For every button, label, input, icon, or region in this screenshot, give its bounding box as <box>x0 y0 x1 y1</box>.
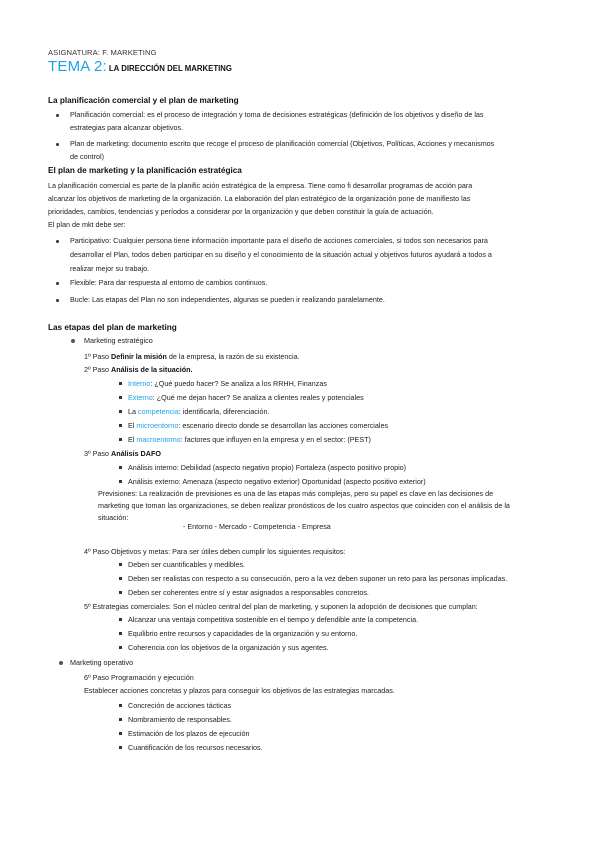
bullet <box>119 704 122 707</box>
list-item: Alcanzar una ventaja competitiva sostenible en el tiempo y defendible ante la competencia. <box>128 615 419 624</box>
step-3 <box>84 449 161 458</box>
bullet <box>56 299 59 302</box>
section-heading-planificacion: La planificación comercial y el plan de marketing <box>48 96 239 105</box>
bullet <box>119 410 122 413</box>
bullet <box>119 382 122 385</box>
list-item: Análisis externo: Amenaza (aspecto negativo exterior) Oportunidad (aspecto positivo exterior) <box>128 477 426 486</box>
item-text: : ¿Qué puedo hacer? Se analiza a los RRHH, Finanzas <box>150 379 327 388</box>
bullet <box>56 282 59 285</box>
step-label: 3º Paso <box>84 449 111 458</box>
list-item <box>128 393 364 402</box>
list-item: Deben ser realistas con respecto a su consecución, pero a la vez deben suponer un reto para las personas implicadas. <box>128 574 508 583</box>
paragraph-line: El plan de mkt debe ser: <box>48 220 126 229</box>
list-item: Estimación de los plazos de ejecución <box>128 729 250 738</box>
list-item: Deben ser cuantificables y medibles. <box>128 560 246 569</box>
term: macroentorno <box>136 435 181 444</box>
list-item: Participativo: Cualquier persona tiene información importante para el diseño de acciones comerciales, si todos son necesarios para <box>70 236 488 245</box>
item-text: documento escrito que recoge el proceso de planificación comercial (Objetivos, Políticas, Acciones y mecanismos <box>129 139 495 148</box>
paragraph-line: Previsiones: La realización de previsiones es una de las etapas más complejas, pero su papel es clave en las decisiones de <box>98 489 494 498</box>
list-item: Cuantificación de los recursos necesarios. <box>128 743 263 752</box>
list-item: Flexible: Para dar respuesta al entorno de cambios continuos. <box>70 278 268 287</box>
bullet <box>56 240 59 243</box>
term: microentorno <box>136 421 179 430</box>
list-item-cont: desarrollar el Plan, todos deben participar en su diseño y el conocimiento de la situación actual y objetivos futuros ayudará a todos a <box>70 250 492 259</box>
bullet <box>119 466 122 469</box>
bullet <box>119 591 122 594</box>
paragraph-line: marketing que toman las organizaciones, se deben realizar pronósticos de los cuatro aspectos que coinciden con el análisis de la <box>98 501 510 510</box>
list-item-cont: de control) <box>70 152 104 161</box>
paragraph-line: La planificación comercial es parte de la planific ación estratégica de la empresa. Tiene como fi desarrollar programas de acción para <box>48 181 473 190</box>
list-item <box>70 110 484 119</box>
bullet <box>119 424 122 427</box>
title-text: LA DIRECCIÓN DEL MARKETING <box>108 64 232 73</box>
list-item: Concreción de acciones tácticas <box>128 701 232 710</box>
list-item: Equilibrio entre recursos y capacidades de la organización y su entorno. <box>128 629 358 638</box>
step-4: 4º Paso Objetivos y metas: Para ser útiles deben cumplir los siguientes requisitos: <box>84 547 346 556</box>
item-text: : factores que influyen en la empresa y en el sector: (PEST) <box>180 435 371 444</box>
list-item <box>70 139 494 148</box>
term: Plan de marketing: <box>70 139 130 148</box>
step-1 <box>84 352 300 361</box>
title-number: TEMA 2: <box>48 58 107 75</box>
item-text: es el proceso de integración y toma de decisiones estratégicas (definición de los objetivos y diseño de las <box>145 110 484 119</box>
bullet <box>59 661 63 665</box>
step-term: Análisis de la situación. <box>111 365 193 374</box>
bullet <box>119 563 122 566</box>
bullet <box>119 646 122 649</box>
section-heading-plan-estrategico: El plan de marketing y la planificación estratégica <box>48 166 242 175</box>
bullet <box>119 396 122 399</box>
section-heading-etapas: Las etapas del plan de marketing <box>48 323 177 332</box>
term: Interno <box>128 379 151 388</box>
bullet <box>119 577 122 580</box>
item-pre: El <box>128 435 137 444</box>
subject-label: ASIGNATURA: F. MARKETING <box>48 48 157 57</box>
term: Externo <box>128 393 153 402</box>
item-text: : identificarla, diferenciación. <box>178 407 270 416</box>
bullet <box>119 480 122 483</box>
step-term: Definir la misión <box>111 352 167 361</box>
step-6: 6º Paso Programación y ejecución <box>84 673 194 682</box>
bullet <box>119 746 122 749</box>
paragraph-line: Establecer acciones concretas y plazos para conseguir los objetivos de las estrategias marcadas. <box>84 686 395 695</box>
item-pre: El <box>128 421 137 430</box>
list-item-cont: realizar mejor su trabajo. <box>70 264 150 273</box>
list-item <box>128 435 371 444</box>
list-item-cont: estrategias para alcanzar objetivos. <box>70 123 184 132</box>
bullet <box>56 143 59 146</box>
list-item: Análisis interno: Debilidad (aspecto negativo propio) Fortaleza (aspecto positivo propio) <box>128 463 407 472</box>
item-text: : escenario directo donde se desarrollan las acciones comerciales <box>178 421 389 430</box>
list-item <box>128 379 327 388</box>
bullet <box>119 718 122 721</box>
step-text: de la empresa, la razón de su existencia. <box>166 352 300 361</box>
paragraph-line: alcanzar los objetivos de marketing de la organización. La elaboración del plan estratégico de la organización pone de manifiesto las <box>48 194 471 203</box>
bullet <box>71 339 75 343</box>
list-item: Bucle: Las etapas del Plan no son independientes, algunas se pueden ir realizando paralelamente. <box>70 295 385 304</box>
list-item <box>128 421 388 430</box>
term: competencia <box>138 407 179 416</box>
list-item: Nombramiento de responsables. <box>128 715 232 724</box>
item-pre: La <box>128 407 138 416</box>
bullet <box>119 732 122 735</box>
step-label: 1º Paso <box>84 352 111 361</box>
list-item: Deben ser coherentes entre sí y estar asignados a responsables concretos. <box>128 588 369 597</box>
step-label: 2º Paso <box>84 365 111 374</box>
page-title <box>48 58 232 75</box>
bullet <box>56 114 59 117</box>
list-item: Marketing estratégico <box>84 336 153 345</box>
step-2 <box>84 365 192 374</box>
list-item: Marketing operativo <box>70 658 134 667</box>
bullet <box>119 632 122 635</box>
item-text: : ¿Qué me dejan hacer? Se analiza a clientes reales y potenciales <box>152 393 364 402</box>
bullet <box>119 618 122 621</box>
list-item <box>128 407 269 416</box>
term: Planificación comercial: <box>70 110 146 119</box>
forecast-aspects: - Entorno - Mercado - Competencia - Empresa <box>183 522 331 531</box>
list-item: Coherencia con los objetivos de la organización y sus agentes. <box>128 643 329 652</box>
step-5: 5º Estrategias comerciales: Son el núcleo central del plan de marketing, y suponen la adopción de decisiones que cumplan: <box>84 602 478 611</box>
paragraph-line: situación: <box>98 513 129 522</box>
step-term: Análisis DAFO <box>111 449 161 458</box>
bullet <box>119 438 122 441</box>
paragraph-line: prioridades, cambios, tendencias y períodos a considerar por la organización y que deben constituir la guía de actuación. <box>48 207 434 216</box>
